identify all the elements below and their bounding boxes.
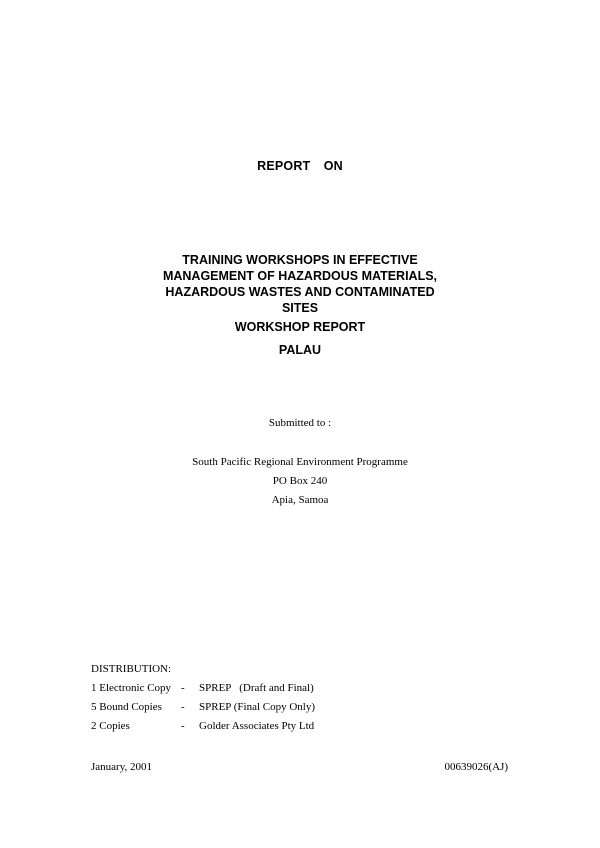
report-country: PALAU <box>278 343 322 357</box>
report-reference: 00639026(AJ) <box>444 761 508 773</box>
report-heading: REPORT ON <box>257 159 343 173</box>
title-line: TRAINING WORKSHOPS IN EFFECTIVE <box>182 253 418 267</box>
report-title <box>0 252 600 316</box>
title-line: MANAGEMENT OF HAZARDOUS MATERIALS, <box>162 269 438 283</box>
submitted-to-label: Submitted to : <box>268 417 332 429</box>
distribution-recipient: Golder Associates Pty Ltd <box>199 720 315 732</box>
distribution-qty: 2 Copies <box>91 720 130 732</box>
title-line: SITES <box>281 301 319 315</box>
distribution-recipient: SPREP (Draft and Final) <box>199 682 314 694</box>
recipient-po-box: PO Box 240 <box>272 475 328 487</box>
distribution-dash: - <box>181 701 185 713</box>
distribution-qty: 1 Electronic Copy <box>91 682 172 694</box>
distribution-label: DISTRIBUTION: <box>91 663 172 675</box>
recipient-city: Apia, Samoa <box>271 494 329 506</box>
distribution-recipient: SPREP (Final Copy Only) <box>199 701 316 713</box>
distribution-dash: - <box>181 682 185 694</box>
distribution-dash: - <box>181 720 185 732</box>
report-date: January, 2001 <box>91 761 152 773</box>
report-subtitle: WORKSHOP REPORT <box>234 320 366 334</box>
title-line: HAZARDOUS WASTES AND CONTAMINATED <box>165 285 435 299</box>
recipient-org: South Pacific Regional Environment Programme <box>192 456 408 468</box>
recipient-address <box>0 453 600 510</box>
distribution-qty: 5 Bound Copies <box>91 701 162 713</box>
